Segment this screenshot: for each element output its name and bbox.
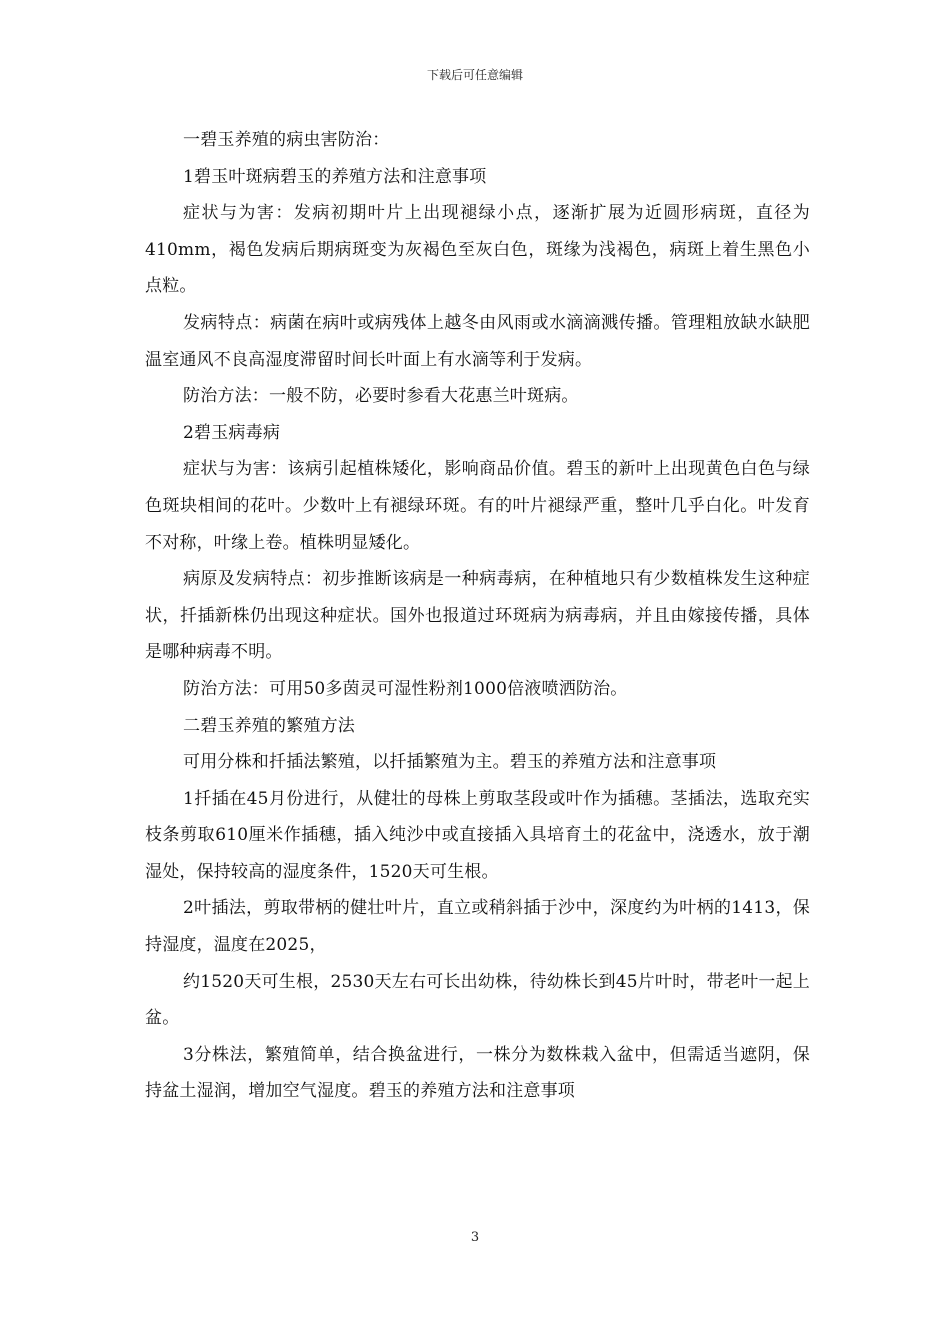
section-heading-propagation: 二碧玉养殖的繁殖方法 — [183, 715, 355, 736]
paragraph: 症状与为害：该病引起植株矮化，影响商品价值。碧玉的新叶上出现黄色白色与绿色斑块相间的花叶。少数叶上有褪绿环斑。有的叶片褪绿严重，整叶几乎白化。叶发育不对称，叶缘上卷。植株明显矮化。 — [145, 459, 810, 553]
section-heading-pests: 一碧玉养殖的病虫害防治： — [183, 130, 390, 150]
paragraph: 可用分株和扦插法繁殖，以扦插繁殖为主。碧玉的养殖方法和注意事项 — [183, 752, 717, 773]
paragraph: 症状与为害：发病初期叶片上出现褪绿小点，逐渐扩展为近圆形病斑，直径为410mm，褐色发病后期病斑变为灰褐色至灰白色，斑缘为浅褐色，病斑上着生黑色小点粒。 — [145, 203, 810, 297]
paragraph: 1扦插在45月份进行，从健壮的母株上剪取茎段或叶作为插穗。茎插法，选取充实枝条剪取610厘米作插穗，插入纯沙中或直接插入具培育土的花盆中，浇透水，放于潮湿处，保持较高的湿度条件，1520天可生根。 — [145, 788, 810, 882]
page-number: 3 — [470, 1230, 480, 1245]
document-body — [145, 122, 810, 1110]
paragraph: 约1520天可生根，2530天左右可长出幼株，待幼株长到45片叶时，带老叶一起上盆。 — [145, 971, 810, 1029]
paragraph: 病原及发病特点：初步推断该病是一种病毒病，在种植地只有少数植株发生这种症状，扦插新株仍出现这种症状。国外也报道过环斑病为病毒病，并且由嫁接传播，具体是哪种病毒不明。 — [145, 569, 810, 663]
paragraph: 防治方法：可用50多茵灵可湿性粉剂1000倍液喷洒防治。 — [183, 678, 628, 699]
paragraph: 发病特点：病菌在病叶或病残体上越冬由风雨或水滴滴溅传播。管理粗放缺水缺肥温室通风不良高湿度滞留时间长叶面上有水滴等利于发病。 — [145, 312, 810, 370]
page-header: 下载后可任意编辑 — [426, 68, 523, 82]
paragraph: 防治方法：一般不防，必要时参看大花惠兰叶斑病。 — [183, 386, 579, 407]
paragraph: 3分株法，繁殖简单，结合换盆进行，一株分为数株栽入盆中，但需适当遮阴，保持盆土湿润，增加空气湿度。碧玉的养殖方法和注意事项 — [145, 1044, 810, 1102]
subheading-leaf-spot: 1碧玉叶斑病碧玉的养殖方法和注意事项 — [183, 166, 487, 187]
paragraph: 2叶插法，剪取带柄的健壮叶片，直立或稍斜插于沙中，深度约为叶柄的1413，保持湿度，温度在2025， — [145, 898, 810, 956]
subheading-virus: 2碧玉病毒病 — [183, 422, 281, 443]
